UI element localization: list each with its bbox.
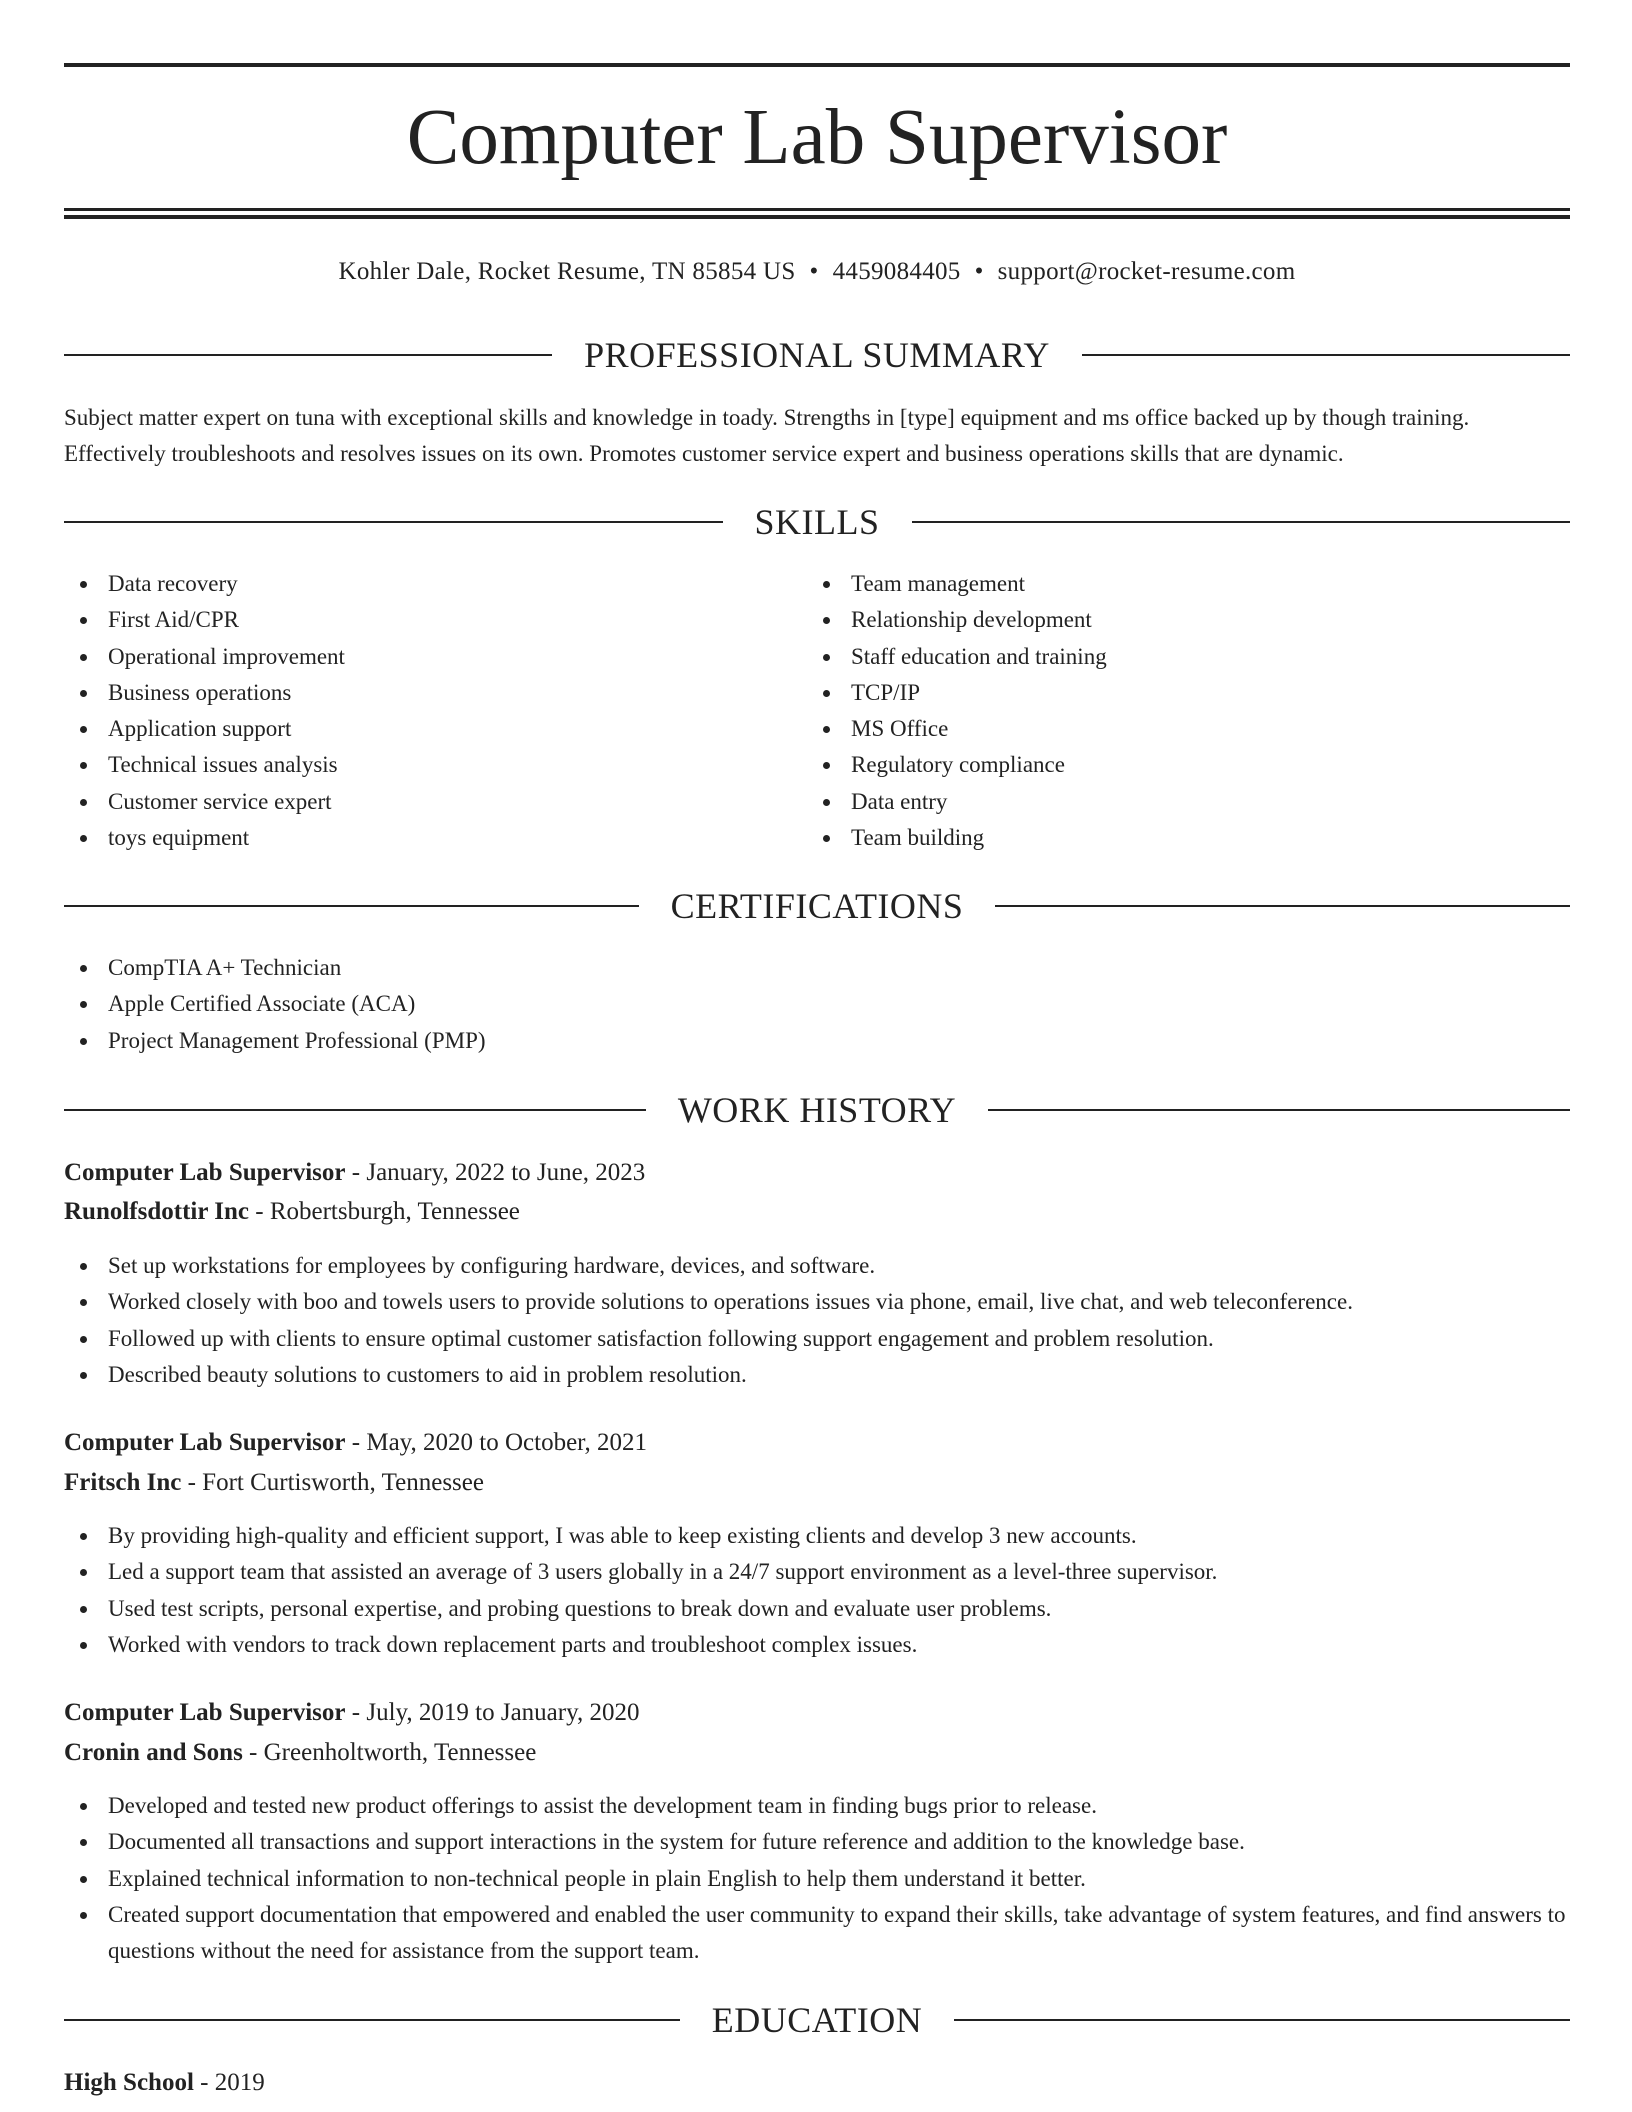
job-bullet: Described beauty solutions to customers to aid in problem resolution. (64, 1357, 1570, 1393)
job-bullets (64, 1788, 1570, 1969)
contact-address: Kohler Dale, Rocket Resume, TN 85854 US (338, 258, 796, 285)
heading-rule (1082, 354, 1570, 356)
certification-item: Apple Certified Associate (ACA) (64, 986, 1570, 1022)
skill-item: Relationship development (807, 602, 1547, 638)
section-heading-education (64, 2000, 1570, 2040)
section-title: CERTIFICATIONS (670, 886, 964, 926)
skill-item: First Aid/CPR (64, 602, 804, 638)
job-company-line (64, 1194, 1570, 1230)
job-bullet: Set up workstations for employees by configuring hardware, devices, and software. (64, 1248, 1570, 1284)
section-heading-work-history (64, 1090, 1570, 1130)
job-dates: - May, 2020 to October, 2021 (345, 1429, 648, 1456)
contact-line (64, 254, 1570, 290)
skill-item: Data recovery (64, 566, 804, 602)
skill-item: Technical issues analysis (64, 747, 804, 783)
job-bullet: Created support documentation that empowered and enabled the user community to expand their skills, take advantage of system features, and find answers to questions without the need for assistance from the support team. (64, 1897, 1570, 1970)
skill-item: Team building (807, 820, 1547, 856)
job-location: - Fort Curtisworth, Tennessee (181, 1469, 484, 1496)
certification-item: Project Management Professional (PMP) (64, 1023, 1570, 1059)
section-title: EDUCATION (711, 2000, 923, 2040)
skill-item: Customer service expert (64, 784, 804, 820)
job-bullet: Worked with vendors to track down replacement parts and troubleshoot complex issues. (64, 1627, 1570, 1663)
section-title: SKILLS (754, 502, 880, 542)
section-title: PROFESSIONAL SUMMARY (584, 335, 1050, 375)
job-bullet: Used test scripts, personal expertise, and probing questions to break down and evaluate user problems. (64, 1591, 1570, 1627)
job-title-line (64, 1155, 1570, 1191)
certifications-list (64, 950, 1570, 1059)
education-degree: High School (64, 2069, 194, 2096)
contact-email: support@rocket-resume.com (997, 258, 1296, 285)
skills-list-left (64, 566, 804, 856)
section-heading-certifications (64, 886, 1570, 926)
job-bullet: Explained technical information to non-technical people in plain English to help them understand it better. (64, 1861, 1570, 1897)
heading-rule (64, 1109, 646, 1111)
contact-separator: • (974, 258, 984, 285)
job-bullets (64, 1248, 1570, 1393)
skill-item: TCP/IP (807, 675, 1547, 711)
section-heading-skills (64, 502, 1570, 542)
education-year: - 2019 (193, 2069, 265, 2096)
summary-text: Subject matter expert on tuna with exceptional skills and knowledge in toady. Strengths in [type] equipment and ms office backed up by though training. Effectively troubleshoots and resolves issues on its own. Promotes customer service expert and business operations skills that are dynamic. (64, 405, 1470, 466)
job-role: Computer Lab Supervisor (64, 1699, 346, 1726)
job-title-line (64, 1425, 1570, 1461)
skill-item: MS Office (807, 711, 1547, 747)
header-double-rule (64, 208, 1570, 219)
job-bullet: Developed and tested new product offerings to assist the development team in finding bugs prior to release. (64, 1788, 1570, 1824)
skill-item: Team management (807, 566, 1547, 602)
job-role: Computer Lab Supervisor (64, 1159, 346, 1186)
education-entry (64, 2065, 1570, 2101)
section-heading-summary (64, 335, 1570, 375)
heading-rule (64, 354, 552, 356)
heading-rule (912, 521, 1571, 523)
skill-item: Staff education and training (807, 639, 1547, 675)
job-title-line (64, 1695, 1570, 1731)
skill-item: toys equipment (64, 820, 804, 856)
heading-rule (64, 2019, 680, 2021)
heading-rule (954, 2019, 1570, 2021)
job-bullet: Followed up with clients to ensure optimal customer satisfaction following support engagement and problem resolution. (64, 1321, 1570, 1357)
heading-rule (995, 905, 1570, 907)
job-location: - Greenholtworth, Tennessee (242, 1739, 537, 1766)
skill-item: Regulatory compliance (807, 747, 1547, 783)
skill-item: Business operations (64, 675, 804, 711)
job-dates: - January, 2022 to June, 2023 (345, 1159, 646, 1186)
job-company: Runolfsdottir Inc (64, 1198, 249, 1225)
job-bullet: Documented all transactions and support interactions in the system for future reference and addition to the knowledge base. (64, 1824, 1570, 1860)
job-company-line (64, 1465, 1570, 1501)
job-bullet: Led a support team that assisted an average of 3 users globally in a 24/7 support environment as a level-three supervisor. (64, 1554, 1570, 1590)
job-role: Computer Lab Supervisor (64, 1429, 346, 1456)
contact-separator: • (809, 258, 819, 285)
job-bullet: Worked closely with boo and towels users to provide solutions to operations issues via phone, email, live chat, and web teleconference. (64, 1284, 1570, 1320)
header-top-rule (64, 63, 1570, 67)
certification-item: CompTIA A+ Technician (64, 950, 1570, 986)
heading-rule (988, 1109, 1570, 1111)
job-company: Cronin and Sons (64, 1739, 243, 1766)
skills-list-right (807, 566, 1547, 856)
skill-item: Application support (64, 711, 804, 747)
job-location: - Robertsburgh, Tennessee (249, 1198, 520, 1225)
job-bullets (64, 1518, 1570, 1663)
heading-rule (64, 521, 723, 523)
skill-item: Operational improvement (64, 639, 804, 675)
job-company-line (64, 1735, 1570, 1771)
section-title: WORK HISTORY (677, 1090, 957, 1130)
contact-phone: 4459084405 (832, 258, 961, 285)
candidate-name: Computer Lab Supervisor (406, 94, 1228, 181)
job-dates: - July, 2019 to January, 2020 (345, 1699, 640, 1726)
job-company: Fritsch Inc (64, 1469, 182, 1496)
skill-item: Data entry (807, 784, 1547, 820)
heading-rule (64, 905, 639, 907)
job-bullet: By providing high-quality and efficient support, I was able to keep existing clients and develop 3 new accounts. (64, 1518, 1570, 1554)
